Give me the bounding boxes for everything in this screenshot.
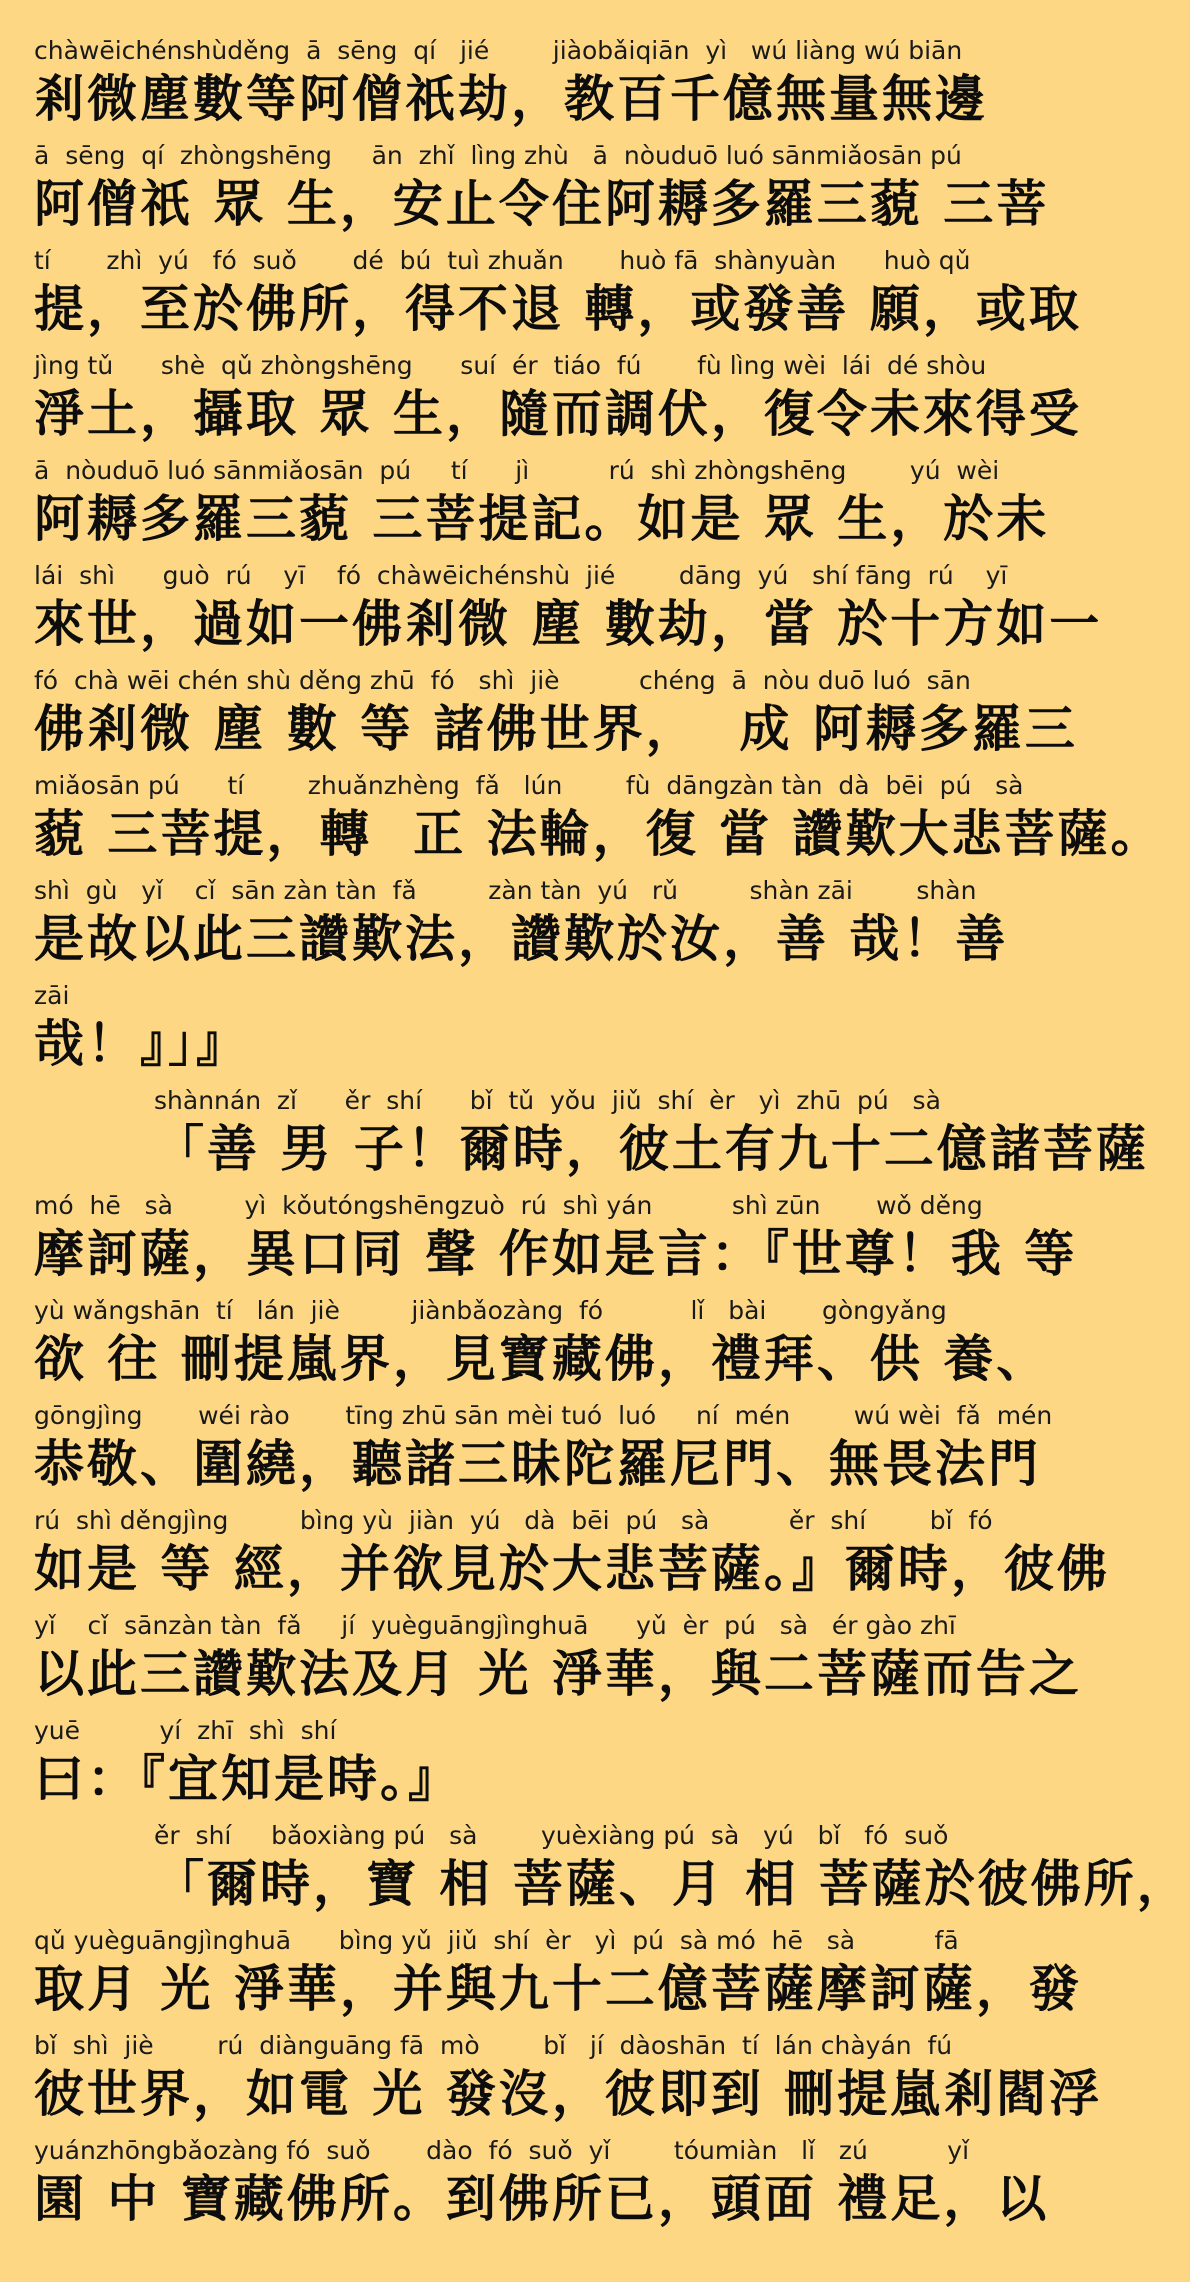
- pinyin-annotation: rú shì děngjìng bìng yù jiàn yú dà bēi pú sà ěr shí bǐ fó: [34, 1506, 993, 1535]
- pinyin-annotation: mó hē sà yì kǒutóngshēngzuò rú shì yán shì zūn wǒ děng: [34, 1191, 983, 1220]
- text-line: [34, 771, 1164, 876]
- text-line: [34, 351, 1082, 456]
- chinese-text: 園 中 寶藏佛所。到佛所已，頭面 禮足，以: [34, 2170, 1050, 2228]
- pinyin-annotation: yù wǎngshān tí lán jiè jiànbǎozàng fó lǐ bài gòngyǎng: [34, 1296, 947, 1325]
- pinyin-annotation: fó chà wēi chén shù děng zhū fó shì jiè chéng ā nòu duō luó sān: [34, 666, 971, 695]
- pinyin-annotation: shànnán zǐ ěr shí bǐ tǔ yǒu jiǔ shí èr yì zhū pú sà: [154, 1086, 941, 1115]
- text-line: [34, 1086, 1149, 1191]
- pinyin-annotation: yuē yí zhī shì shí: [34, 1716, 337, 1745]
- text-line: [34, 1401, 1053, 1506]
- text-line: [34, 1506, 1110, 1611]
- chinese-text: 阿耨多羅三藐 三菩提記。如是 眾 生，於未: [34, 490, 1050, 548]
- text-line: [34, 456, 1050, 561]
- chinese-text: 摩訶薩，異口同 聲 作如是言：『世尊！我 等: [34, 1225, 1078, 1283]
- pinyin-annotation: ā sēng qí zhòngshēng ān zhǐ lìng zhù ā nòuduō luó sānmiǎosān pú: [34, 141, 962, 170]
- chinese-text: 恭敬、圍繞，聽諸三昧陀羅尼門、無畏法門: [34, 1435, 1041, 1493]
- text-line: [34, 1296, 1050, 1401]
- text-line: [34, 981, 1046, 1086]
- chinese-text: 藐 三菩提，轉 正 法輪，復 當 讚歎大悲菩薩。: [34, 805, 1164, 863]
- chinese-text: 剎微塵數等阿僧祇劫，教百千億無量無邊: [34, 70, 988, 128]
- chinese-text: 阿僧祇 眾 生，安止令住阿耨多羅三藐 三菩: [34, 175, 1050, 233]
- text-line: [34, 666, 1078, 771]
- text-line: [34, 2031, 1103, 2136]
- chinese-text: 曰：『宜知是時。』: [34, 1750, 461, 1808]
- text-line: [34, 36, 1046, 141]
- chinese-text: 哉！』」』: [34, 1015, 249, 1073]
- text-line: [34, 2136, 1050, 2241]
- chinese-text: 如是 等 經，并欲見於大悲菩薩。』爾時，彼佛: [34, 1540, 1110, 1598]
- chinese-text: 淨土，攝取 眾 生，隨而調伏，復令未來得受: [34, 385, 1082, 443]
- chinese-text: 欲 往 刪提嵐界，見寶藏佛，禮拜、供 養、: [34, 1330, 1050, 1388]
- chinese-text: 「爾時，寶 相 菩薩、月 相 菩薩於彼佛所，: [154, 1855, 1190, 1913]
- pinyin-annotation: chàwēichénshùděng ā sēng qí jié jiàobǎiqiān yì wú liàng wú biān: [34, 36, 963, 65]
- pinyin-annotation: qǔ yuèguāngjìnghuā bìng yǔ jiǔ shí èr yì pú sà mó hē sà fā: [34, 1926, 959, 1955]
- pinyin-annotation: shì gù yǐ cǐ sān zàn tàn fǎ zàn tàn yú rǔ shàn zāi shàn: [34, 876, 977, 905]
- text-line: [34, 141, 1050, 246]
- chinese-text: 以此三讚歎法及月 光 淨華，與二菩薩而告之: [34, 1645, 1082, 1703]
- chinese-text: 「善 男 子！爾時，彼土有九十二億諸菩薩: [154, 1120, 1149, 1178]
- text-line: [34, 246, 1082, 351]
- text-line: [34, 1191, 1078, 1296]
- pinyin-annotation: tí zhì yú fó suǒ dé bú tuì zhuǎn huò fā shànyuàn huò qǔ: [34, 246, 971, 275]
- pinyin-annotation: gōngjìng wéi rào tīng zhū sān mèi tuó luó ní mén wú wèi fǎ mén: [34, 1401, 1053, 1430]
- pinyin-annotation: yǐ cǐ sānzàn tàn fǎ jí yuèguāngjìnghuā yǔ èr pú sà ér gào zhī: [34, 1611, 956, 1640]
- text-line: [34, 1926, 1082, 2031]
- chinese-text: 佛剎微 塵 數 等 諸佛世界， 成 阿耨多羅三: [34, 700, 1078, 758]
- pinyin-annotation: zāi: [34, 981, 70, 1010]
- chinese-text: 取月 光 淨華，并與九十二億菩薩摩訶薩，發: [34, 1960, 1082, 2018]
- pinyin-annotation: lái shì guò rú yī fó chàwēichénshù jié dāng yú shí fāng rú yī: [34, 561, 1008, 590]
- text-line: [34, 1821, 1190, 1926]
- chinese-text: 是故以此三讚歎法，讚歎於汝，善 哉！善: [34, 910, 1009, 968]
- chinese-text: 來世，過如一佛剎微 塵 數劫，當 於十方如一: [34, 595, 1103, 653]
- text-line: [34, 561, 1103, 666]
- pinyin-annotation: ěr shí bǎoxiàng pú sà yuèxiàng pú sà yú bǐ fó suǒ: [154, 1821, 949, 1850]
- chinese-text: 提，至於佛所，得不退 轉，或發善 願，或取: [34, 280, 1082, 338]
- pinyin-annotation: bǐ shì jiè rú diànguāng fā mò bǐ jí dàoshān tí lán chàyán fú: [34, 2031, 953, 2060]
- text-line: [34, 1716, 1046, 1821]
- text-line: [34, 876, 1046, 981]
- pinyin-annotation: yuánzhōngbǎozàng fó suǒ dào fó suǒ yǐ tóumiàn lǐ zú yǐ: [34, 2136, 970, 2165]
- text-line: [34, 1611, 1082, 1716]
- chinese-text: 彼世界，如電 光 發沒，彼即到 刪提嵐剎閻浮: [34, 2065, 1103, 2123]
- pinyin-annotation: jìng tǔ shè qǔ zhòngshēng suí ér tiáo fú fù lìng wèi lái dé shòu: [34, 351, 987, 380]
- pinyin-annotation: miǎosān pú tí zhuǎnzhèng fǎ lún fù dāngzàn tàn dà bēi pú sà: [34, 771, 1024, 800]
- sutra-text: [34, 36, 1190, 2241]
- pinyin-annotation: ā nòuduō luó sānmiǎosān pú tí jì rú shì zhòngshēng yú wèi: [34, 456, 1000, 485]
